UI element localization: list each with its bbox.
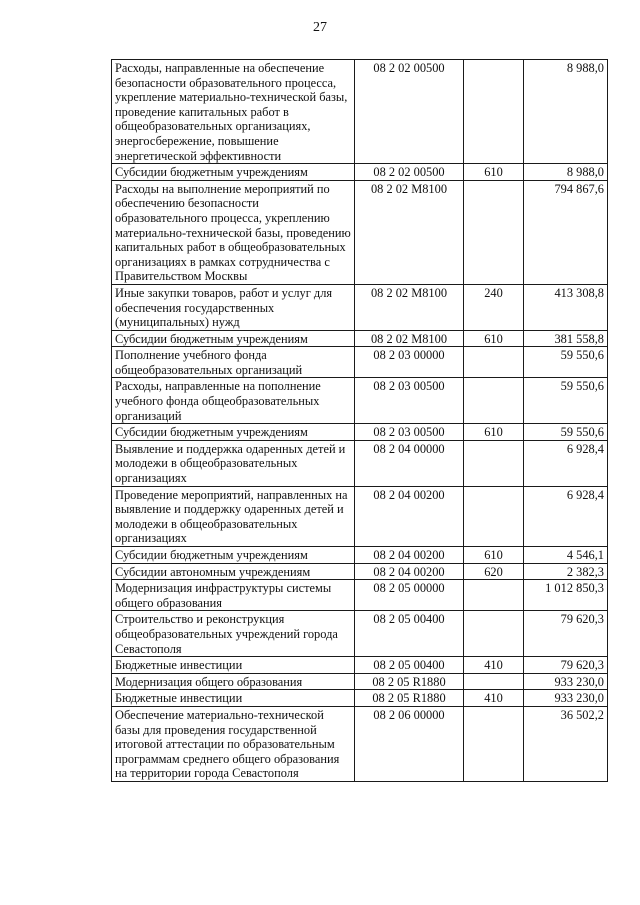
expense-type-cell	[464, 673, 524, 690]
table-row	[112, 284, 608, 330]
target-code-cell: 08 2 03 00000	[355, 347, 464, 378]
expense-type-cell	[464, 180, 524, 284]
target-code-cell: 08 2 05 R1880	[355, 690, 464, 707]
amount-cell: 59 550,6	[524, 424, 608, 441]
expense-name-cell: Субсидии бюджетным учреждениям	[112, 424, 355, 441]
amount-cell: 794 867,6	[524, 180, 608, 284]
expense-type-cell: 240	[464, 284, 524, 330]
table-row	[112, 180, 608, 284]
table-row	[112, 60, 608, 164]
expense-type-cell: 610	[464, 330, 524, 347]
expense-type-cell	[464, 486, 524, 546]
expense-name-cell: Модернизация общего образования	[112, 673, 355, 690]
amount-cell: 1 012 850,3	[524, 580, 608, 611]
target-code-cell: 08 2 05 R1880	[355, 673, 464, 690]
expense-type-cell: 610	[464, 547, 524, 564]
amount-cell: 933 230,0	[524, 673, 608, 690]
target-code-cell: 08 2 05 00400	[355, 657, 464, 674]
table-row	[112, 690, 608, 707]
amount-cell: 6 928,4	[524, 486, 608, 546]
table-row	[112, 563, 608, 580]
target-code-cell: 08 2 02 M8100	[355, 180, 464, 284]
table-row	[112, 424, 608, 441]
amount-cell: 2 382,3	[524, 563, 608, 580]
table-row	[112, 486, 608, 546]
expense-type-cell	[464, 60, 524, 164]
target-code-cell: 08 2 05 00000	[355, 580, 464, 611]
target-code-cell: 08 2 03 00500	[355, 424, 464, 441]
amount-cell: 8 988,0	[524, 164, 608, 181]
expense-type-cell: 610	[464, 164, 524, 181]
target-code-cell: 08 2 06 00000	[355, 706, 464, 781]
amount-cell: 933 230,0	[524, 690, 608, 707]
target-code-cell: 08 2 02 00500	[355, 164, 464, 181]
expense-type-cell	[464, 580, 524, 611]
amount-cell: 79 620,3	[524, 657, 608, 674]
expense-name-cell: Модернизация инфраструктуры системы общего образования	[112, 580, 355, 611]
expense-name-cell: Выявление и поддержка одаренных детей и молодежи в общеобразовательных организациях	[112, 440, 355, 486]
amount-cell: 6 928,4	[524, 440, 608, 486]
expense-type-cell	[464, 440, 524, 486]
amount-cell: 79 620,3	[524, 611, 608, 657]
table-row	[112, 164, 608, 181]
expense-name-cell: Проведение мероприятий, направленных на выявление и поддержку одаренных детей и молодежи в общеобразовательных организациях	[112, 486, 355, 546]
expense-name-cell: Бюджетные инвестиции	[112, 690, 355, 707]
target-code-cell: 08 2 02 M8100	[355, 330, 464, 347]
amount-cell: 59 550,6	[524, 378, 608, 424]
table-row	[112, 611, 608, 657]
target-code-cell: 08 2 04 00200	[355, 547, 464, 564]
table-row	[112, 580, 608, 611]
target-code-cell: 08 2 05 00400	[355, 611, 464, 657]
amount-cell: 8 988,0	[524, 60, 608, 164]
table-row	[112, 440, 608, 486]
expense-name-cell: Строительство и реконструкция общеобразовательных учреждений города Севастополя	[112, 611, 355, 657]
target-code-cell: 08 2 02 00500	[355, 60, 464, 164]
expense-name-cell: Субсидии бюджетным учреждениям	[112, 330, 355, 347]
budget-table-body	[112, 60, 608, 782]
table-row	[112, 347, 608, 378]
expense-type-cell	[464, 347, 524, 378]
expense-name-cell: Субсидии автономным учреждениям	[112, 563, 355, 580]
table-row	[112, 706, 608, 781]
target-code-cell: 08 2 04 00200	[355, 563, 464, 580]
amount-cell: 36 502,2	[524, 706, 608, 781]
expense-name-cell: Обеспечение материально-технической базы для проведения государственной итоговой аттестации по образовательным программам среднего общего образования на территории города Севастополя	[112, 706, 355, 781]
expense-type-cell	[464, 706, 524, 781]
expense-name-cell: Бюджетные инвестиции	[112, 657, 355, 674]
expense-type-cell	[464, 611, 524, 657]
amount-cell: 413 308,8	[524, 284, 608, 330]
table-row	[112, 673, 608, 690]
target-code-cell: 08 2 04 00200	[355, 486, 464, 546]
expense-name-cell: Пополнение учебного фонда общеобразовательных организаций	[112, 347, 355, 378]
expense-type-cell: 610	[464, 424, 524, 441]
table-row	[112, 547, 608, 564]
page-number: 27	[313, 20, 327, 35]
table-row	[112, 378, 608, 424]
expense-name-cell: Субсидии бюджетным учреждениям	[112, 164, 355, 181]
target-code-cell: 08 2 03 00500	[355, 378, 464, 424]
amount-cell: 381 558,8	[524, 330, 608, 347]
table-row	[112, 657, 608, 674]
amount-cell: 4 546,1	[524, 547, 608, 564]
amount-cell: 59 550,6	[524, 347, 608, 378]
expense-name-cell: Расходы, направленные на пополнение учебного фонда общеобразовательных организаций	[112, 378, 355, 424]
expense-name-cell: Иные закупки товаров, работ и услуг для обеспечения государственных (муниципальных) нужд	[112, 284, 355, 330]
target-code-cell: 08 2 02 M8100	[355, 284, 464, 330]
expense-type-cell: 410	[464, 657, 524, 674]
expense-type-cell: 410	[464, 690, 524, 707]
budget-table	[111, 59, 608, 782]
table-row	[112, 330, 608, 347]
target-code-cell: 08 2 04 00000	[355, 440, 464, 486]
expense-name-cell: Расходы, направленные на обеспечение безопасности образовательного процесса, укрепление материально-технической базы, проведение капитальных работ в общеобразовательных организациях, энергосбережение, повышение энергетической эффективности	[112, 60, 355, 164]
expense-name-cell: Расходы на выполнение мероприятий по обеспечению безопасности образовательного процесса, укреплению материально-технической базы, проведению капитальных работ в общеобразовательных организациях в рамках сотрудничества с Правительством Москвы	[112, 180, 355, 284]
expense-name-cell: Субсидии бюджетным учреждениям	[112, 547, 355, 564]
expense-type-cell: 620	[464, 563, 524, 580]
expense-type-cell	[464, 378, 524, 424]
